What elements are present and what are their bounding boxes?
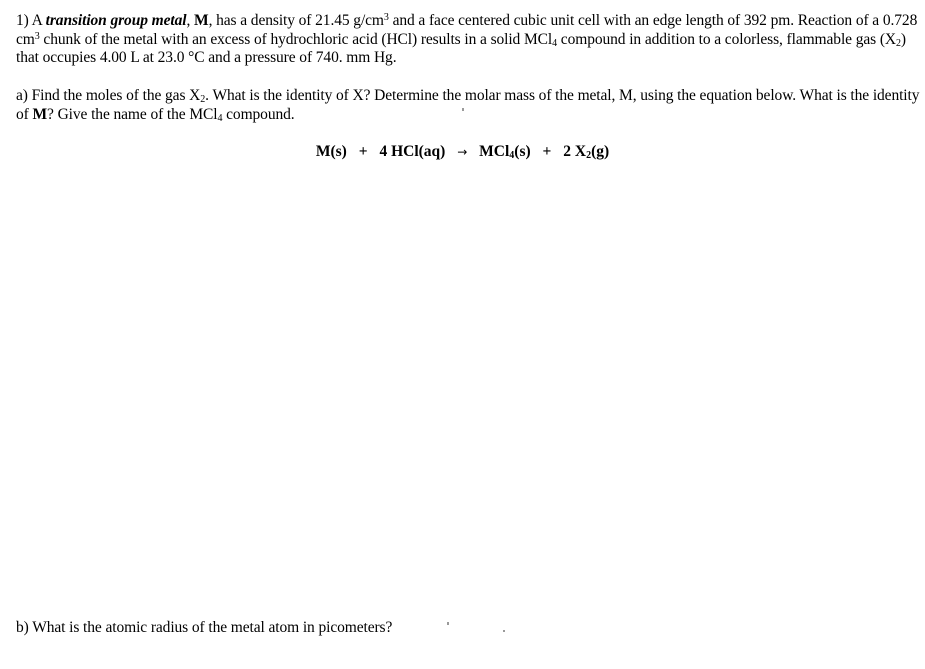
reactant-hcl: 4 HCl(aq) (379, 143, 446, 160)
part-a-question: a) Find the moles of the gas $X_2$. What is the identity of X? Determine the molar mass of the metal, M, using the equation below. What is the identity of M? Give the name of the MCl$_4$ compound. (16, 87, 920, 124)
transition-metal-phrase: transition group metal (45, 12, 187, 29)
stray-mark (462, 108, 464, 111)
product-chloride: MCl$_4$(s) (479, 143, 531, 161)
chemical-equation (0, 142, 925, 162)
reaction-arrow-icon: → (457, 145, 468, 159)
stray-mark (447, 622, 449, 625)
stray-mark (503, 630, 505, 632)
problem-number: 1) (16, 12, 29, 29)
problem-statement: 1) A transition group metal, M, has a density of 21.45 $g/cm^3$ and a face centered cubic unit cell with an edge length of 392 pm. Reaction of a 0.728 $cm^3$ chunk of the metal with an excess of hydrochloric acid (HCl) results in a solid MCl$_4$ compound in addition to a colorless, flammable gas $(X_2)$ that occupies 4.00 L at 23.0 °C and a pressure of 740. mm Hg. (16, 12, 918, 66)
plus-sign: + (358, 143, 368, 160)
product-gas: 2 $X_2(g)$ (563, 143, 610, 161)
part-b-question: b) What is the atomic radius of the metal atom in picometers? (16, 619, 393, 636)
reactant-metal: M(s) (315, 143, 347, 160)
metal-symbol: M (194, 12, 209, 29)
metal-symbol-bold: M (32, 105, 48, 123)
plus-sign: + (542, 143, 552, 160)
